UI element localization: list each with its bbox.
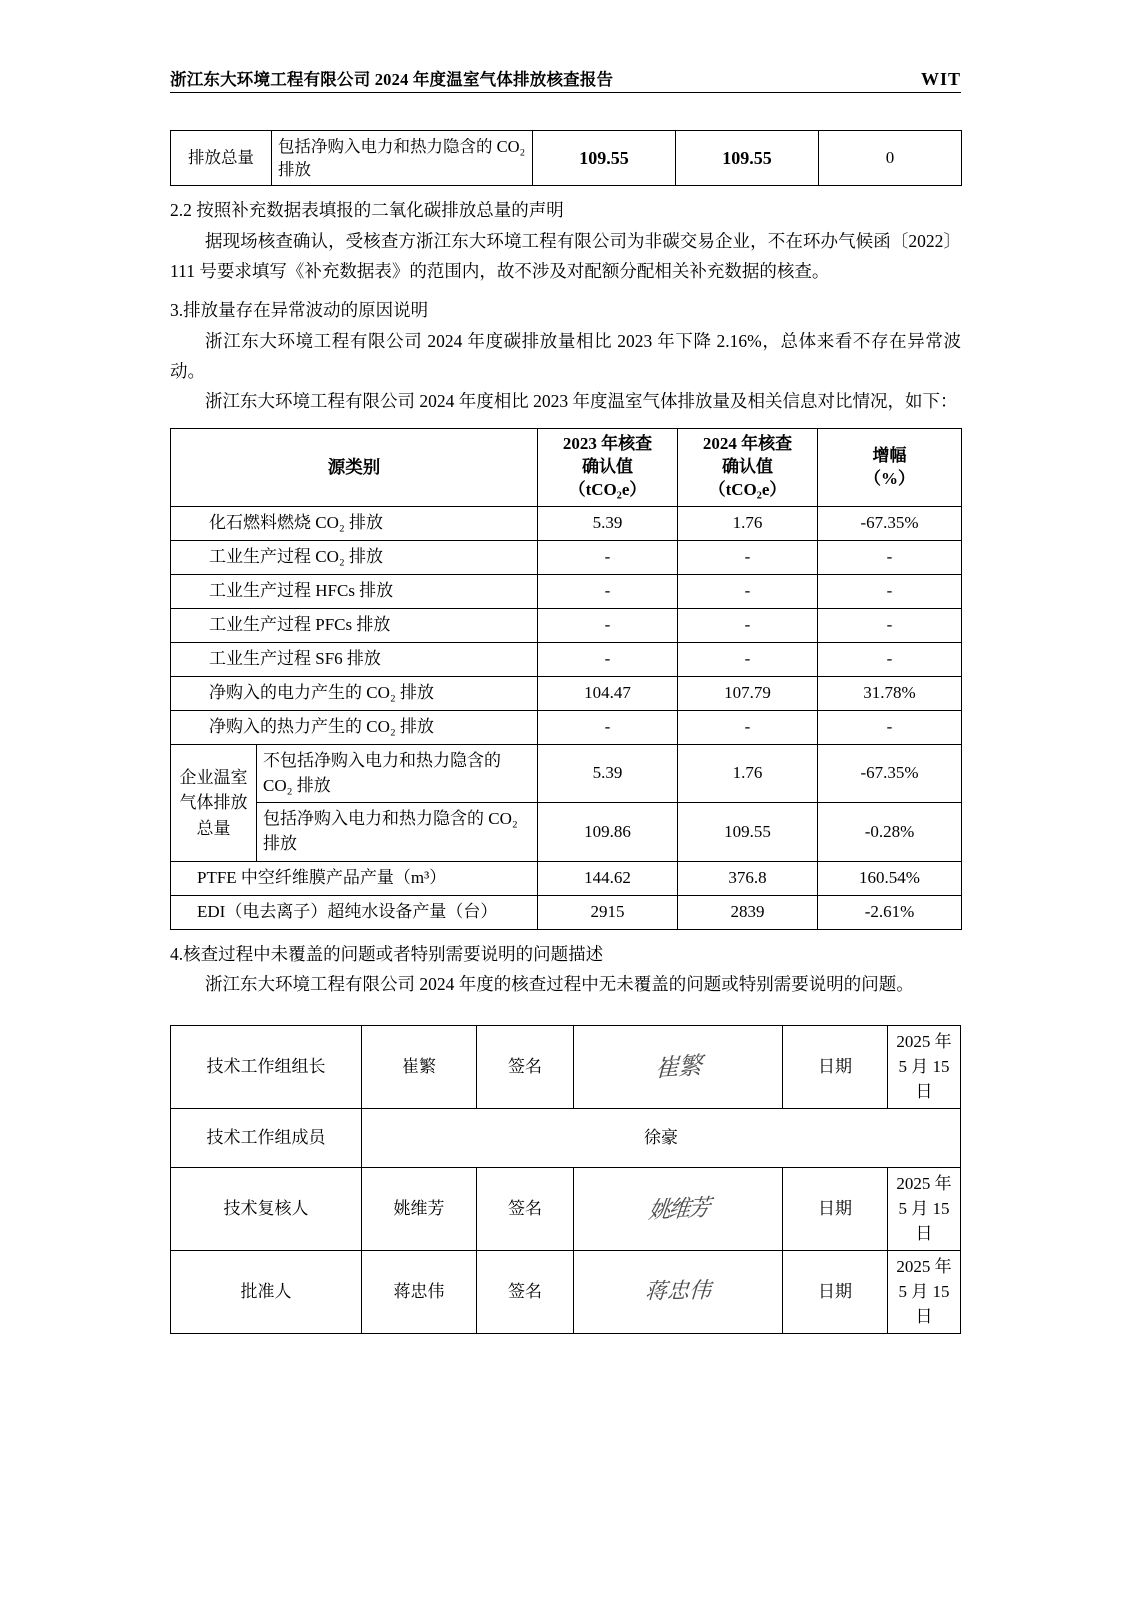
row-label: 不包括净购入电力和热力隐含的 CO₂ 排放	[257, 744, 538, 802]
section-3-body-2: 浙江东大环境工程有限公司 2024 年度相比 2023 年度温室气体排放量及相关信息对比情况，如下：	[205, 391, 958, 412]
emission-total-value-1: 109.55	[533, 131, 676, 186]
col-header-growth	[818, 429, 962, 507]
col-header-source: 源类别	[171, 429, 538, 507]
table-header-row	[171, 429, 962, 507]
row-value-2024: 2839	[678, 895, 818, 929]
page-header	[170, 66, 961, 90]
col-header-2024-line3: （tCO₂e）	[708, 480, 787, 500]
sign-person: 徐豪	[362, 1109, 961, 1168]
row-value-2024: -	[678, 710, 818, 744]
sign-person: 姚维芳	[362, 1168, 477, 1251]
signature-handwriting: 蒋忠伟	[644, 1278, 712, 1305]
table-row	[171, 1168, 961, 1251]
sign-role: 技术工作组成员	[171, 1109, 362, 1168]
col-header-2023-line2: 确认值	[582, 457, 633, 477]
col-header-2024-line2: 确认值	[722, 457, 773, 477]
signature-section	[170, 1025, 961, 1334]
signature-handwriting: 姚维芳	[646, 1194, 710, 1224]
col-header-growth-line1: 增幅	[872, 445, 907, 465]
sign-word: 签名	[477, 1168, 574, 1251]
section-3-body-1: 浙江东大环境工程有限公司 2024 年度碳排放量相比 2023 年下降 2.16%，总体来看不存在异常波动。	[170, 330, 961, 381]
row-label: EDI（电去离子）超纯水设备产量（台）	[171, 895, 538, 929]
table-row	[171, 540, 962, 574]
header-divider	[170, 92, 961, 93]
row-label: 化石燃料燃烧 CO₂ 排放	[171, 506, 538, 540]
signature-image	[574, 1251, 783, 1334]
section-2-2-title: 2.2 按照补充数据表填报的二氧化碳排放总量的声明	[170, 200, 564, 221]
merged-group-label: 企业温室气体排放总量	[171, 744, 257, 861]
row-value-2024: -	[678, 608, 818, 642]
row-label: 包括净购入电力和热力隐含的 CO₂ 排放	[257, 803, 538, 861]
sign-date: 2025 年 5 月 15 日	[888, 1168, 961, 1251]
row-value-2023: 5.39	[538, 506, 678, 540]
row-value-2023: 2915	[538, 895, 678, 929]
row-label: PTFE 中空纤维膜产品产量（m³）	[171, 861, 538, 895]
row-value-growth: 160.54%	[818, 861, 962, 895]
table-row	[171, 1109, 961, 1168]
row-value-growth: -2.61%	[818, 895, 962, 929]
sign-date: 2025 年 5 月 15 日	[888, 1026, 961, 1109]
row-label: 工业生产过程 SF6 排放	[171, 642, 538, 676]
col-header-2024	[678, 429, 818, 507]
row-value-growth: -67.35%	[818, 744, 962, 802]
row-label: 净购入的热力产生的 CO₂ 排放	[171, 710, 538, 744]
signature-table	[170, 1025, 961, 1334]
row-value-2023: -	[538, 608, 678, 642]
row-value-2023: 5.39	[538, 744, 678, 802]
col-header-2023	[538, 429, 678, 507]
table-row	[171, 676, 962, 710]
row-label: 净购入的电力产生的 CO₂ 排放	[171, 676, 538, 710]
sign-date: 2025 年 5 月 15 日	[888, 1251, 961, 1334]
row-value-2023: -	[538, 710, 678, 744]
table-row	[171, 895, 962, 929]
date-word: 日期	[783, 1026, 888, 1109]
table-row	[171, 1026, 961, 1109]
table-row	[171, 574, 962, 608]
row-value-growth: -	[818, 710, 962, 744]
emission-total-description: 包括净购入电力和热力隐含的 CO₂ 排放	[272, 131, 533, 186]
sign-role: 技术复核人	[171, 1168, 362, 1251]
header-logo-text: WIT	[920, 69, 961, 89]
document-content	[170, 130, 961, 1334]
row-value-2024: 376.8	[678, 861, 818, 895]
table-row	[171, 744, 962, 802]
row-value-2024: 1.76	[678, 744, 818, 802]
row-value-2023: -	[538, 642, 678, 676]
row-value-growth: -	[818, 608, 962, 642]
sign-word: 签名	[477, 1251, 574, 1334]
row-value-growth: -	[818, 540, 962, 574]
row-value-growth: -67.35%	[818, 506, 962, 540]
row-value-2023: 104.47	[538, 676, 678, 710]
sign-person: 崔繁	[362, 1026, 477, 1109]
sign-person: 蒋忠伟	[362, 1251, 477, 1334]
row-value-2024: -	[678, 574, 818, 608]
col-header-2023-line3: （tCO₂e）	[568, 480, 647, 500]
emission-total-table	[170, 130, 962, 186]
emission-total-label: 排放总量	[171, 131, 272, 186]
date-word: 日期	[783, 1251, 888, 1334]
sign-word: 签名	[477, 1026, 574, 1109]
row-value-2024: -	[678, 540, 818, 574]
section-2-2-body: 据现场核查确认，受核查方浙江东大环境工程有限公司为非碳交易企业，不在环办气候函〔2022〕111 号要求填写《补充数据表》的范围内，故不涉及对配额分配相关补充数据的核查。	[170, 230, 961, 282]
table-row	[171, 642, 962, 676]
row-label: 工业生产过程 PFCs 排放	[171, 608, 538, 642]
section-4-body: 浙江东大环境工程有限公司 2024 年度的核查过程中无未覆盖的问题或特别需要说明的问题。	[205, 974, 914, 995]
row-label: 工业生产过程 HFCs 排放	[171, 574, 538, 608]
section-3-title: 3.排放量存在异常波动的原因说明	[170, 300, 429, 321]
row-label: 工业生产过程 CO₂ 排放	[171, 540, 538, 574]
table-row	[171, 1251, 961, 1334]
row-value-growth: -	[818, 574, 962, 608]
signature-image	[574, 1168, 783, 1251]
comparison-table	[170, 428, 962, 929]
row-value-growth: -0.28%	[818, 803, 962, 861]
table-row	[171, 803, 962, 861]
row-value-2023: -	[538, 574, 678, 608]
sign-role: 技术工作组组长	[171, 1026, 362, 1109]
row-value-2024: 109.55	[678, 803, 818, 861]
row-value-2024: -	[678, 642, 818, 676]
row-value-growth: -	[818, 642, 962, 676]
emission-total-value-3: 0	[819, 131, 962, 186]
row-value-2024: 107.79	[678, 676, 818, 710]
col-header-2023-line1: 2023 年核查	[562, 434, 653, 454]
col-header-growth-line2: （%）	[864, 468, 915, 488]
row-value-2023: 109.86	[538, 803, 678, 861]
header-title: 浙江东大环境工程有限公司 2024 年度温室气体排放核查报告	[170, 70, 614, 89]
table-row	[171, 608, 962, 642]
section-4-title: 4.核查过程中未覆盖的问题或者特别需要说明的问题描述	[170, 943, 604, 964]
table-row	[171, 710, 962, 744]
table-row	[171, 861, 962, 895]
row-value-2023: 144.62	[538, 861, 678, 895]
date-word: 日期	[783, 1168, 888, 1251]
col-header-2024-line1: 2024 年核查	[702, 434, 793, 454]
table-row	[171, 131, 962, 186]
signature-handwriting: 崔繁	[654, 1051, 702, 1083]
row-value-2023: -	[538, 540, 678, 574]
emission-total-value-2: 109.55	[676, 131, 819, 186]
table-row	[171, 506, 962, 540]
signature-image	[574, 1026, 783, 1109]
row-value-growth: 31.78%	[818, 676, 962, 710]
row-value-2024: 1.76	[678, 506, 818, 540]
sign-role: 批准人	[171, 1251, 362, 1334]
